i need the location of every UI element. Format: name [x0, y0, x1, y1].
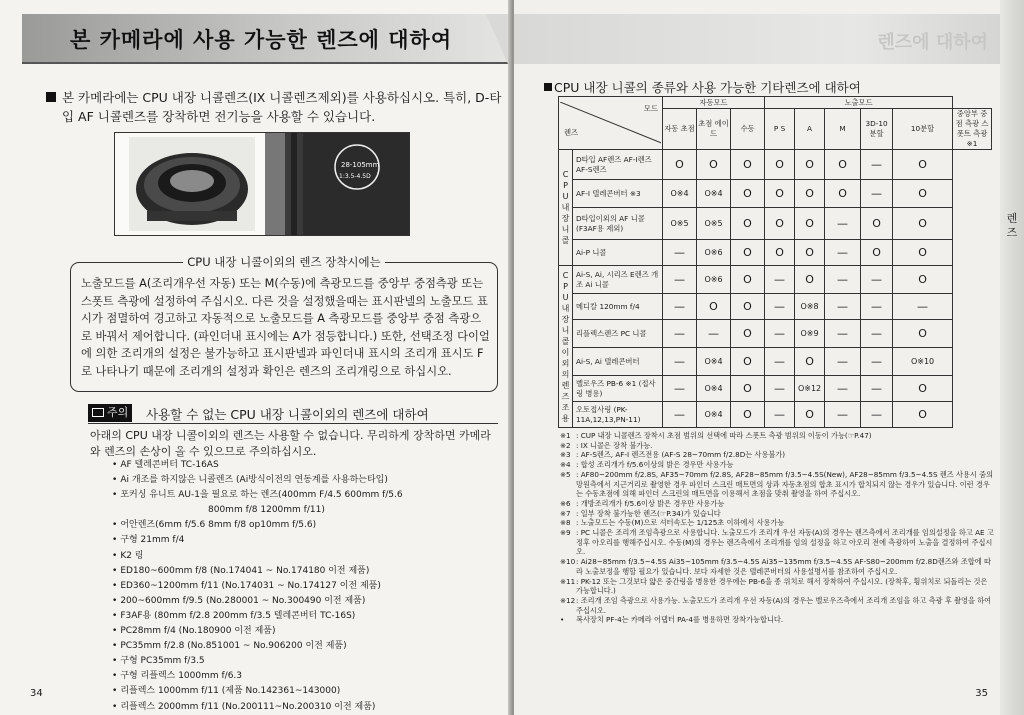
- page-number: 35: [975, 688, 988, 699]
- footnote-key: ※2: [560, 440, 571, 450]
- compat-cell: O: [861, 208, 893, 240]
- compat-cell: O: [697, 294, 731, 320]
- compat-cell: —: [861, 294, 893, 320]
- col-header: 중앙부 중점 측광 스폿트 측광 ※1: [953, 109, 992, 150]
- footnote-key: ※1: [560, 431, 571, 440]
- side-index-tab: [1000, 0, 1024, 715]
- table-body: [559, 150, 992, 428]
- title-banner-faded: [514, 14, 1000, 64]
- footnote-item: [560, 470, 994, 499]
- lens-name-cell: Ai-S, Ai 텔레콘버터: [573, 348, 663, 376]
- compat-cell: O: [893, 402, 953, 428]
- compat-cell: O: [731, 402, 765, 428]
- compat-cell: —: [663, 402, 697, 428]
- compat-cell: O: [795, 348, 825, 376]
- footnote-key: •: [560, 615, 565, 625]
- compat-cell: —: [861, 348, 893, 376]
- footnote-item: [560, 577, 994, 596]
- lens-name-cell: Ai-S, Ai, 시리즈 E렌즈 개조 Ai 니콜: [573, 266, 663, 294]
- compat-cell: —: [663, 376, 697, 402]
- footnote-item: [560, 557, 994, 576]
- compat-cell: O: [861, 240, 893, 266]
- compat-cell: O※5: [663, 208, 697, 240]
- list-item: • 포커싱 유니트 AU-1을 필요로 하는 렌즈(400mm F/4.5 600mm f/5.6: [112, 488, 504, 503]
- col-header: 자동 초점: [663, 109, 697, 150]
- col-header: 수동: [731, 109, 765, 150]
- footnote-key: ※6: [560, 498, 571, 508]
- col-header: 10분할: [893, 109, 953, 150]
- compat-cell: —: [825, 348, 861, 376]
- intro-paragraph: [62, 88, 502, 126]
- group-header-auto: 자동모드: [663, 97, 765, 109]
- compat-cell: O※8: [795, 294, 825, 320]
- compat-cell: O※12: [795, 376, 825, 402]
- footnote-key: ※11: [560, 576, 576, 586]
- ghost-title: 렌즈에 대하여: [877, 32, 988, 53]
- compat-cell: —: [765, 376, 795, 402]
- compat-cell: —: [861, 266, 893, 294]
- footnote-text: : 개방조리개가 f/5.6이상 밝은 경우만 사용가능: [576, 498, 725, 508]
- page-number: 34: [30, 688, 43, 699]
- table-corner-header: [559, 97, 663, 150]
- list-item: • 리플렉스 2000mm f/11 (No.200111~No.200310 이전 제품): [112, 700, 504, 715]
- compat-cell: —: [825, 376, 861, 402]
- table-title: CPU 내장 니콜의 종류와 사용 가능한 기타렌즈에 대하여: [544, 78, 861, 96]
- compat-cell: O※4: [697, 402, 731, 428]
- compat-cell: O: [765, 150, 795, 180]
- compat-cell: O: [731, 294, 765, 320]
- list-item: • 구형 리플렉스 1000mm f/6.3: [112, 669, 504, 684]
- compat-cell: —: [663, 320, 697, 348]
- footnote-text: : AF-S렌즈, AF-I 렌즈전용 (AF-S 28~70mm f/2.8D는 사용불가): [576, 450, 786, 460]
- bullet-square-icon: [46, 92, 56, 102]
- compat-cell: O: [893, 208, 953, 240]
- compat-cell: —: [765, 348, 795, 376]
- compat-cell: O: [893, 240, 953, 266]
- table-row: [559, 208, 992, 240]
- col-header: 초점 에이드: [697, 109, 731, 150]
- compat-cell: —: [825, 266, 861, 294]
- lens-scale-label-2: 1:3.5-4.5D: [339, 173, 371, 180]
- lens-name-cell: 리플렉스렌즈 PC 니콜: [573, 320, 663, 348]
- footnote-key: ※9: [560, 528, 571, 538]
- compat-cell: O: [731, 320, 765, 348]
- compat-cell: O: [893, 150, 953, 180]
- compat-cell: —: [825, 402, 861, 428]
- compat-cell: O: [795, 266, 825, 294]
- list-item: • F3AF용 (80mm f/2.8 200mm f/3.5 텔레콘버터 TC-16S): [112, 609, 504, 624]
- compat-cell: O※4: [697, 180, 731, 208]
- caution-header: [88, 402, 498, 424]
- compat-cell: O: [795, 180, 825, 208]
- footnote-text: : PC 니콜은 조리개 조임측광으로 사용합니다. 노출모드가 조리개 우선 자동(A)의 경우는 렌즈측에서 조리개를 임의설정을 하고 AE 고정후 아오리를 행해주십시오. 수동(M)의 경우는 렌즈측에서 조리개를 임의 설정을 하고 아오리 전에 측광하여 노출을 결정하여 주십시오.: [576, 528, 994, 557]
- footnote-key: ※10: [560, 557, 576, 567]
- banner-fold: [486, 14, 508, 64]
- compat-cell: —: [893, 294, 953, 320]
- compat-cell: —: [765, 320, 795, 348]
- compat-cell: O※4: [663, 180, 697, 208]
- table-row: [559, 266, 992, 294]
- compat-cell: O: [893, 180, 953, 208]
- compat-cell: —: [765, 402, 795, 428]
- col-header: A: [795, 109, 825, 150]
- col-header: P S: [765, 109, 795, 150]
- table-row: [559, 150, 992, 180]
- row-group-cpu: C P U 내 장 니 콜: [559, 150, 573, 266]
- lens-name-cell: 벨로우즈 PB-6 ※1 (접사링 병용): [573, 376, 663, 402]
- footnotes: [560, 431, 994, 625]
- caution-text: 아래의 CPU 내장 니콜이외의 렌즈는 사용할 수 없습니다. 무리하게 장착하면 카메라와 렌즈의 손상이 올 수 있으므로 주의하십시오.: [90, 429, 491, 458]
- compat-cell: O: [893, 320, 953, 348]
- table-row: [559, 240, 992, 266]
- list-item: • 리플렉스 1000mm f/11 (제품 No.142361~143000): [112, 684, 504, 699]
- compat-cell: O: [731, 240, 765, 266]
- footnote-item: [560, 441, 994, 451]
- compat-cell: —: [861, 376, 893, 402]
- row-group-other: C P U 내 장 니 콜 이 외 의 렌 즈 조 용: [559, 266, 573, 428]
- compat-cell: O: [795, 150, 825, 180]
- list-item: • 구형 21mm f/4: [112, 533, 504, 548]
- memo-icon: [92, 408, 104, 417]
- bullet-square-icon: [544, 83, 552, 91]
- compat-cell: —: [825, 294, 861, 320]
- list-item: • K2 링: [112, 549, 504, 564]
- list-item: • AF 텔레콘버터 TC-16AS: [112, 458, 504, 473]
- compat-cell: O: [663, 150, 697, 180]
- footnote-key: ※5: [560, 469, 571, 479]
- footnote-key: ※8: [560, 518, 571, 528]
- compat-cell: O※10: [893, 348, 953, 376]
- lens-name-cell: D타입 AF렌즈 AF-I렌즈 AF-S렌즈: [573, 150, 663, 180]
- compat-cell: —: [663, 348, 697, 376]
- compat-cell: O: [765, 240, 795, 266]
- table-row: [559, 376, 992, 402]
- table-row: [559, 180, 992, 208]
- table-row: [559, 402, 992, 428]
- lens-mount-photo: [129, 137, 255, 231]
- footnote-text: : Ai28~85mm f/3.5~4.5S Ai35~105mm f/3.5~4.5S Ai35~135mm f/3.5~4.5S AF-S80~200mm f/2.8D렌즈와 조합에 따라 노출보정을 행할 필요가 있습니다. 보다 자세한 것은 텔레콘버터의 사용설명서를 참조하여 주십시오.: [576, 557, 991, 576]
- lens-name-cell: D타입이외의 AF 니콜 (F3AF용 제외): [573, 208, 663, 240]
- caution-title: 사용할 수 없는 CPU 내장 니콜이외의 렌즈에 대하여: [146, 407, 429, 422]
- compat-cell: O: [731, 376, 765, 402]
- col-header: M: [825, 109, 861, 150]
- footnote-text: : CUP 내장 니콜렌즈 장착시 초점 범위의 선택에 따라 스폿트 측광 범위의 이동이 가능(☞P.47): [576, 431, 872, 440]
- list-item: • PC35mm f/2.8 (No.851001 ~ No.906200 이전 제품): [112, 639, 504, 654]
- table-row: [559, 294, 992, 320]
- footnote-text: : AF80~200mm f/2.8S, AF35~70mm f/2.8S, AF28~85mm f/3.5~4.5S(New), AF28~85mm f/3.5~4.5S 렌즈 사용시 줌의 망원측에서 지근거리로 촬영한 경우 파인더 스크린 매트면의 상과 자동초점의 합초 표시가 합치되지 않는 경우가 있습니다. 이런 경우는 수동초점에 의해 파인더 스크린의 매트면을 이용해서 초점을 맞춰 촬영을 하여 주십시오.: [576, 469, 994, 499]
- list-item: • ED360~1200mm f/11 (No.174031 ~ No.174127 이전 제품): [112, 579, 504, 594]
- compat-cell: O※9: [795, 320, 825, 348]
- compat-cell: O※4: [697, 348, 731, 376]
- compat-cell: O: [893, 376, 953, 402]
- compat-cell: O: [765, 208, 795, 240]
- table-row: [559, 320, 992, 348]
- lens-scale-label-1: 28-105mm: [341, 161, 380, 169]
- list-item: • 어안렌즈(6mm f/5.6 8mm f/8 op10mm f/5.6): [112, 518, 504, 533]
- lens-name-cell: AF-I 텔레콘버터 ※3: [573, 180, 663, 208]
- compat-cell: O: [795, 402, 825, 428]
- compat-cell: O※4: [697, 376, 731, 402]
- compat-cell: O※5: [697, 208, 731, 240]
- table-row: [559, 348, 992, 376]
- compat-cell: —: [765, 294, 795, 320]
- compat-cell: O: [825, 180, 861, 208]
- list-item: • 200~600mm f/9.5 (No.280001 ~ No.300490 이전 제품): [112, 594, 504, 609]
- footnote-item: [560, 460, 994, 470]
- compat-cell: O: [795, 240, 825, 266]
- list-item: • 구형 PC35mm f/3.5: [112, 654, 504, 669]
- footnote-text: : 합성 조리개가 f/5.6이상의 밝은 경우만 사용가능: [576, 460, 734, 470]
- lens-photo-box: [114, 132, 410, 236]
- compat-cell: —: [861, 180, 893, 208]
- footnote-key: ※3: [560, 450, 571, 460]
- footnote-item: [560, 450, 994, 460]
- lens-name-cell: 오토접사링 (PK-11A,12,13,PN-11): [573, 402, 663, 428]
- corner-label-mode: 모드: [643, 104, 658, 113]
- lens-compat-table: [558, 96, 992, 428]
- footnote-item: [560, 615, 994, 625]
- compat-cell: —: [663, 266, 697, 294]
- incompatible-lens-list: [112, 458, 504, 715]
- list-item: 800mm f/8 1200mm f/11): [208, 505, 325, 516]
- compat-cell: O※6: [697, 266, 731, 294]
- footnote-text: : 노출모드는 수동(M)으로 셔터속도는 1/125초 이하에서 사용가능: [576, 518, 785, 528]
- footnote-item: [560, 509, 994, 519]
- footnote-item: [560, 431, 994, 441]
- caution-badge: 주의: [88, 404, 132, 422]
- footnote-item: [560, 518, 994, 528]
- compat-cell: —: [861, 150, 893, 180]
- cpu-notice-box: [70, 255, 498, 392]
- compat-cell: O: [731, 348, 765, 376]
- corner-label-lens: 렌즈: [564, 128, 579, 137]
- compat-cell: O: [731, 180, 765, 208]
- footnote-text: : 일부 장착 불가능한 렌즈(☞P.34)가 있습니다: [576, 508, 721, 518]
- title-banner: [22, 14, 508, 64]
- footnote-text: : 조리개 조임 측광으로 사용가능. 노출모드가 조리개 우선 자동(A)의 경우는 벨로우즈측에서 조리개 조임을 하고 측광 후 촬영을 하여 주십시오.: [576, 595, 992, 615]
- footnote-item: [560, 596, 994, 615]
- compat-cell: O: [731, 150, 765, 180]
- compat-cell: —: [663, 240, 697, 266]
- compat-cell: —: [861, 320, 893, 348]
- intro-text: 본 카메라에는 CPU 내장 니콜렌즈(IX 니콜렌즈제외)를 사용하십시오. 특히, D-타입 AF 니콜렌즈를 장착하면 전기능을 사용할 수 있습니다.: [62, 90, 502, 124]
- compat-cell: O: [795, 208, 825, 240]
- footnote-key: ※7: [560, 508, 571, 518]
- footnote-text: : IX 니콜은 장착 불가능.: [576, 440, 653, 450]
- compat-cell: —: [825, 208, 861, 240]
- compat-cell: —: [825, 240, 861, 266]
- footnote-text: : PK-12 또는 그것보다 얇은 중간링을 병용한 경우에는 PB-6을 종 위치로 해서 장착하여 주십시오. (장착후, 횡위치로 되돌리는 것은 가능합니다.): [576, 576, 988, 596]
- right-page: [514, 0, 1024, 715]
- list-item: • PC28mm f/4 (No.180900 이전 제품): [112, 624, 504, 639]
- notice-body: 노출모드를 A(조리개우선 자동) 또는 M(수동)에 측광모드를 중앙부 중점측광 또는 스폿트 측광에 설정하여 주십시오. 다른 것을 설정했을때는 표시판넬의 노출모드 표시가 점멸하여 경고하고 자동적으로 노출모드를 A 측광모드를 중앙부 중점 측광으로 바꿔서 제어합니다. (파인더내 표시에는 A가 점등합니다.) 또한, 선택조정 다이얼에 의한 조리개의 설정은 불가능하고 표시판넬과 파인더내 표시의 조리개 표시도 F로 나타나기 때문에 조리개의 설정과 확인은 렌즈의 조리개링으로 하십시오.: [81, 277, 490, 378]
- footnote-item: [560, 528, 994, 557]
- group-header-metering: 노출모드: [765, 97, 953, 109]
- notice-title: CPU 내장 니콜이외의 렌즈 장착시에는: [183, 255, 385, 269]
- col-header: 3D-10분할: [861, 109, 893, 150]
- footnote-key: ※12: [560, 595, 576, 605]
- page-title: 본 카메라에 사용 가능한 렌즈에 대하여: [70, 28, 453, 52]
- compat-cell: O: [731, 208, 765, 240]
- compat-cell: O: [825, 150, 861, 180]
- compat-cell: O: [697, 150, 731, 180]
- compat-cell: —: [825, 320, 861, 348]
- compat-cell: —: [697, 320, 731, 348]
- compat-cell: O※6: [697, 240, 731, 266]
- compat-cell: —: [765, 266, 795, 294]
- list-item: • ED180~600mm f/8 (No.174041 ~ No.174180 이전 제품): [112, 564, 504, 579]
- compat-cell: O: [893, 266, 953, 294]
- footnote-key: ※4: [560, 460, 571, 470]
- lens-name-cell: 메디칼 120mm f/4: [573, 294, 663, 320]
- compat-cell: —: [861, 402, 893, 428]
- compat-cell: —: [663, 294, 697, 320]
- list-item: • Ai 개조를 하지않은 니콜렌즈 (Ai방식이전의 연동계를 사용하는타입): [112, 473, 504, 488]
- lens-barrel-photo: [265, 133, 409, 235]
- compat-cell: O: [765, 180, 795, 208]
- lens-name-cell: Ai-P 니콜: [573, 240, 663, 266]
- footnote-item: [560, 499, 994, 509]
- side-tab-label: 렌즈: [1006, 212, 1018, 239]
- footnote-text: 복사장치 PF-4는 카메라 어댑터 PA-4를 병용하면 장착가능합니다.: [576, 615, 784, 625]
- compat-cell: O: [731, 266, 765, 294]
